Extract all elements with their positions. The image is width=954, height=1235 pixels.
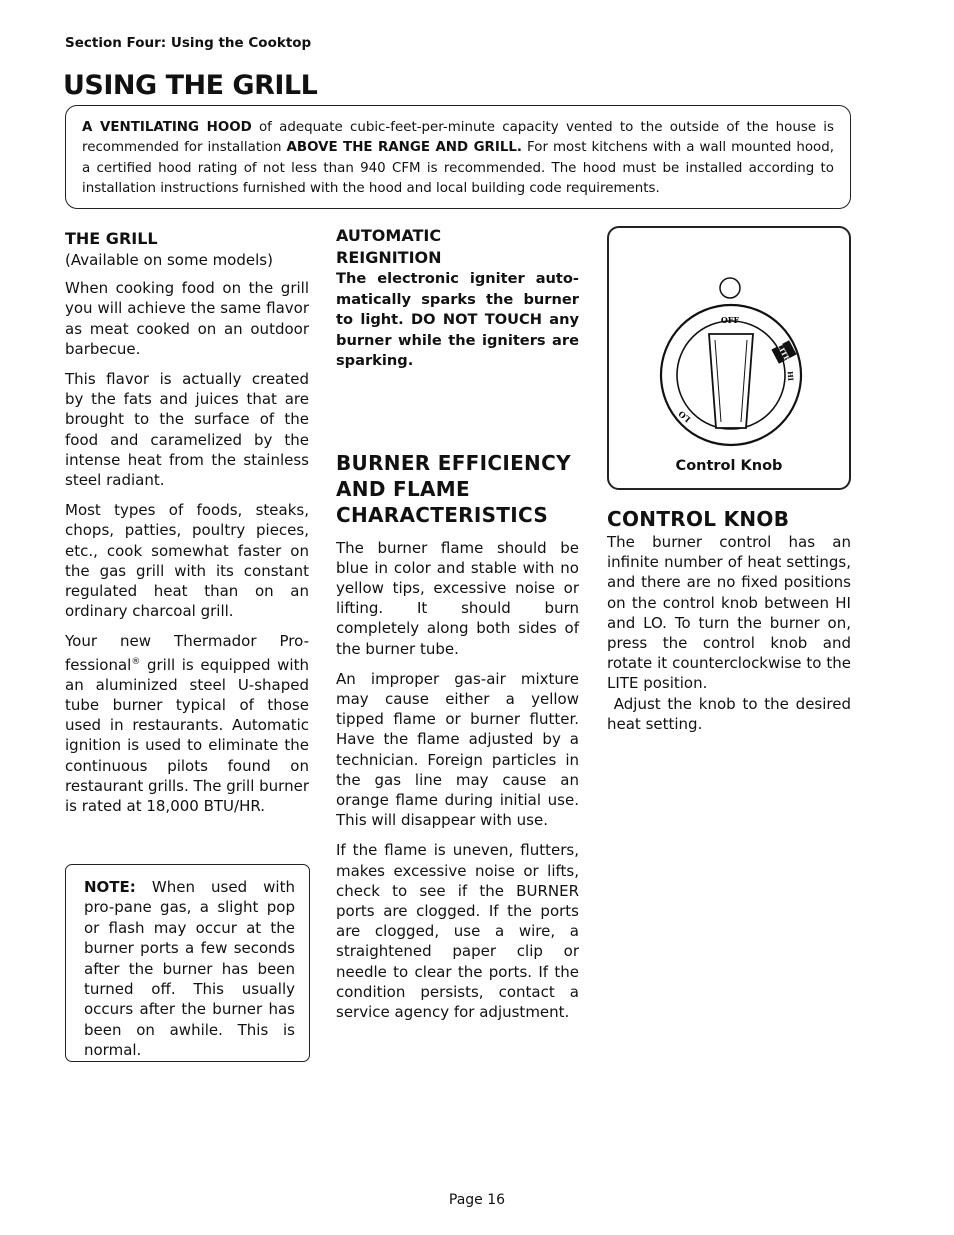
reignition-heading: AUTOMATIC REIGNITION <box>336 226 442 267</box>
label-lo: LO <box>676 408 693 425</box>
grill-para-4 <box>65 631 309 816</box>
label-lite: LITE <box>775 341 792 363</box>
control-knob-column <box>607 506 856 734</box>
grill-column <box>65 228 309 826</box>
burner-para-1: The burner flame should be blue in color and stable with no yellow tips, excessive noise or lifting. It should burn completely along both sides of the burner tube. <box>336 538 579 658</box>
vent-text-1: of adequate cubic-feet-per-minute capacity vented to the outside of the house is recommended for installation <box>82 120 835 156</box>
note-text: When used with pro-pane gas, a slight pop or flash may occur at the burner ports a few seconds after the burner has been turned off. This usually occurs after the burner has been on awhile. This is normal. <box>84 878 295 1060</box>
burner-para-3: If the flame is uneven, flutters, makes excessive noise or lifts, check to see if the BURNER ports are clogged. If the ports are clogged, use a wire, a straightened paper clip or needle to clear the ports. If the condition persists, contact a service agency for adjustment. <box>336 841 579 1021</box>
control-knob-heading: CONTROL KNOB <box>607 507 790 531</box>
vent-text-2: For most kitchens with a wall mounted hood, a certified hood rating of not less than 940 CFM is recommended. The hood must be installed according to installation instructions furnished with the hood and local building code requirements. <box>82 140 834 196</box>
indicator-light-icon <box>720 278 740 298</box>
page-title: USING THE GRILL <box>63 70 318 101</box>
grill-para-4-a: Your new Thermador Pro-fessional <box>65 632 309 674</box>
grill-para-4-b: grill is equipped with an aluminized steel U-shaped tube burner typical of those used in restaurants. Automatic ignition is used to eliminate the continuous pilots found on restaurant grills. The grill burner is rated at 18,000 BTU/HR. <box>65 655 309 816</box>
note-label: NOTE: <box>84 878 136 896</box>
label-off: OFF <box>720 315 740 325</box>
grill-heading: THE GRILL <box>65 229 158 248</box>
control-knob-illustration <box>609 228 849 453</box>
control-knob-para-1: The burner control has an infinite number of heat settings, and there are no fixed positions on the control knob between HI and LO. To turn the burner on, press the control knob and rotate it counterclockwise to the LITE position. <box>607 533 851 693</box>
control-knob-para-2: Adjust the knob to the desired heat setting. <box>607 694 856 733</box>
grill-para-2: This flavor is actually created by the fats and juices that are brought to the surface of the food and caramelized by the intense heat from the stainless steel radiant. <box>65 370 309 490</box>
grill-para-3: Most types of foods, steaks, chops, patties, poultry pieces, etc., cook somewhat faster on the gas grill with its constant regulated heat than on an ordinary charcoal grill. <box>65 501 309 621</box>
burner-efficiency-heading: BURNER EFFICIENCY AND FLAME CHARACTERISTICS <box>336 450 571 527</box>
note-box <box>65 864 310 1062</box>
control-knob-figure <box>607 226 851 490</box>
vent-lead: A VENTILATING HOOD <box>82 120 252 135</box>
grill-para-1: When cooking food on the grill you will achieve the same flavor as meat cooked on an outdoor barbecue. <box>65 279 309 358</box>
reignition-text: The electronic igniter auto-matically sparks the burner to light. DO NOT TOUCH any burner while the igniters are sparking. <box>336 270 579 369</box>
label-hi: HI <box>785 370 796 382</box>
vent-emphasis: ABOVE THE RANGE AND GRILL. <box>286 140 523 156</box>
registered-mark: ® <box>131 656 141 667</box>
page-number: Page 16 <box>448 1192 506 1208</box>
grill-availability: (Available on some models) <box>65 251 273 269</box>
ventilation-notice-box <box>65 105 851 209</box>
middle-column <box>336 225 579 1032</box>
burner-para-2: An improper gas-air mixture may cause either a yellow tipped flame or burner flutter. Have the flame adjusted by a technician. Foreign particles in the gas line may cause an orange flame during initial use. This will disappear with use. <box>336 669 579 830</box>
section-label: Section Four: Using the Cooktop <box>65 35 312 51</box>
figure-caption: Control Knob <box>675 458 783 474</box>
